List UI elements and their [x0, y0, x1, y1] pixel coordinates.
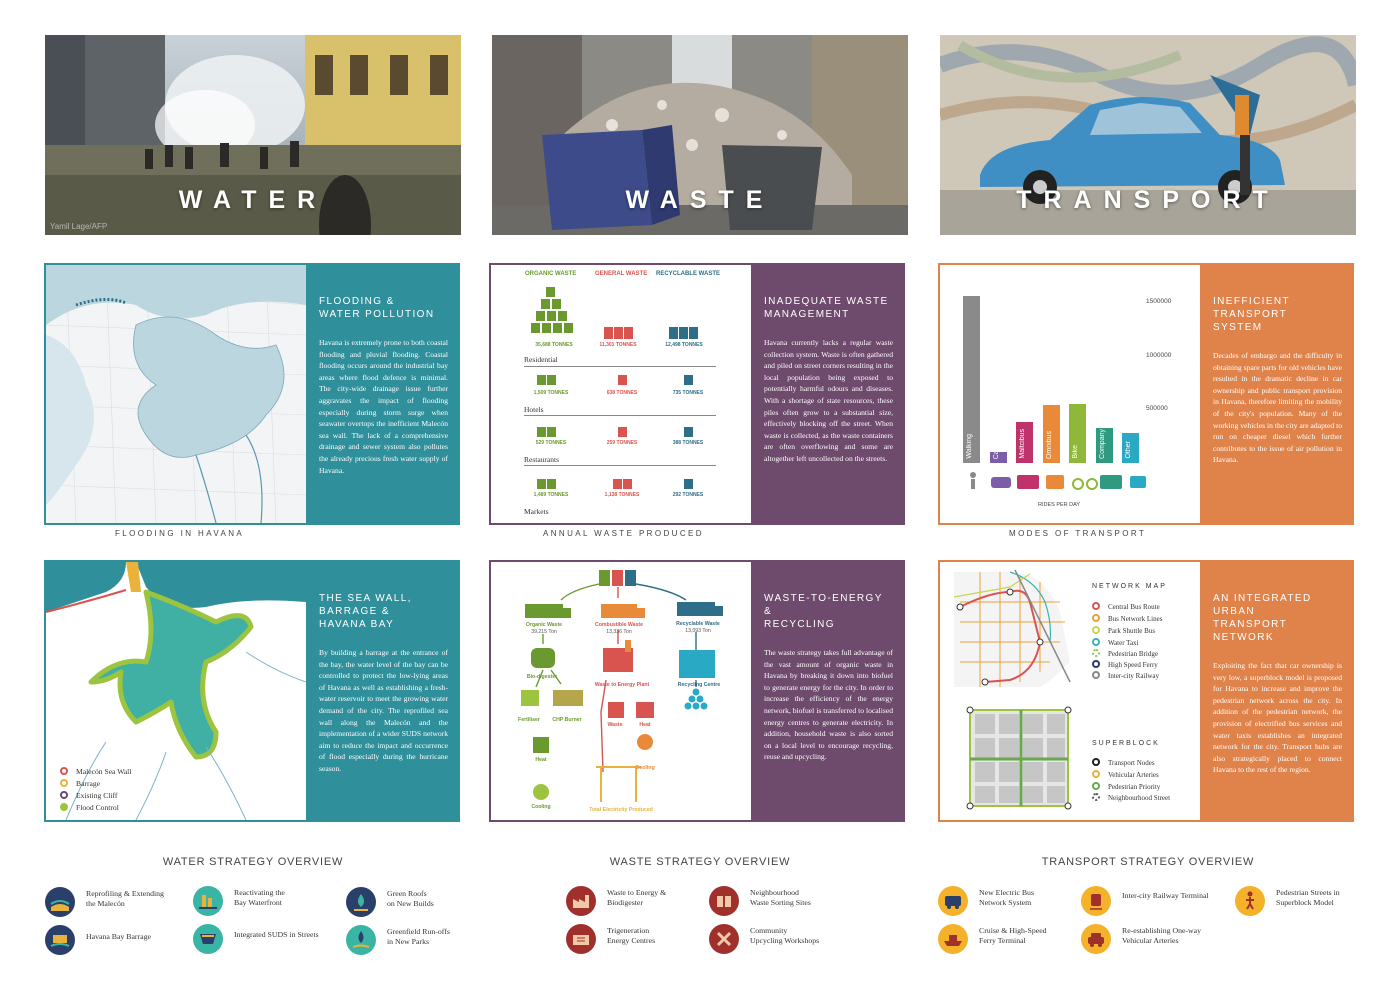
transport-photo: [940, 35, 1356, 235]
bar-bike: [1069, 404, 1086, 463]
bar-label: Other: [1125, 441, 1132, 459]
x-axis-label: RIDES PER DAY: [1038, 502, 1081, 508]
ferry-icon: [938, 924, 968, 954]
seawall-heading: THE SEA WALL, BARRAGE & HAVANA BAY: [319, 593, 412, 630]
legend-item: Pedestrian Bridge: [1092, 649, 1158, 658]
photo-credit: Yamil Lage/AFP: [50, 222, 108, 231]
bar-label: Car: [992, 447, 1000, 459]
energy-label: Organic Waste: [525, 622, 563, 628]
energy-label: Combustible Waste: [595, 622, 643, 628]
bar-label: Bike: [1072, 445, 1079, 459]
waste-value: 292 TONNES: [672, 492, 704, 498]
green-roof-icon: [346, 887, 376, 917]
water-photo-title: WATER: [178, 186, 328, 214]
energy-body: The waste strategy takes full advantage of the vast amount of organic waste in Havana by breaking it down into biofuel to generate energy for the city. In order to increase the efficiency of the energy network, biofuel is transferred to localised energy centres to generate electricity. In addition, household waste is also sorted on a local level to encourage recycling, reuse and upcycling.: [764, 648, 893, 762]
waste-overview-title: WASTE STRATEGY OVERVIEW: [609, 856, 791, 868]
legend-swatch: [1092, 602, 1100, 610]
bar-label: Maltcibus: [1019, 429, 1026, 459]
energy-label: Recycling Centre: [677, 682, 721, 688]
legend-swatch: [60, 767, 68, 775]
legend-item: Park Shuttle Bus: [1092, 626, 1155, 635]
water-overview-title: WATER STRATEGY OVERVIEW: [162, 856, 344, 868]
superblock-title: SUPERBLOCK: [1092, 740, 1160, 747]
overview-label: Inter-city Railway Terminal: [1122, 891, 1209, 900]
overview-label: Trigeneration Energy Centres: [607, 926, 656, 945]
bar-walking: [963, 296, 980, 463]
seawall-icon: [45, 887, 75, 917]
flooding-body: Havana is extremely prone to both coastal flooding and pluvial flooding. Coastal flooding occurs around the industrial bay areas where flood defence is minimal. The city-wide drainage issue further aggravates the impact of flooding especially during storm surge when seawater overtops the inefficient Malecón sea wall. The lack of a comprehensive drainage and sewer system also pollutes the already precious fresh water supply of Havana.: [319, 338, 448, 475]
legend-item: Pedestrian Priority: [1092, 782, 1160, 791]
bins-icon: [709, 886, 739, 916]
transport-overview-title: TRANSPORT STRATEGY OVERVIEW: [1041, 856, 1255, 868]
overview-label: Re-establishing One-way Vehicular Arteries: [1122, 926, 1202, 945]
bar-car: [990, 447, 1007, 463]
waste-infographic: [491, 265, 751, 523]
waste-row-label: Markets: [524, 507, 549, 516]
legend-item: Existing Cliff: [60, 791, 117, 800]
waste-body: Havana currently lacks a regular waste collection system. Waste is often gathered and piled on street corners resulting in the local population being exposed to potentially harmful odours and diseases. With a shortage of state resources, these piles often grow to a substantial size, effectively blocking off the street. When waste is collected, as the waste containers are often overflowing and some are altogether left uncollected on the streets.: [764, 338, 893, 463]
seawall-body: By building a barrage at the entrance of the bay, the water level of the bay can be controlled to protect the low-lying areas of Havana as well as establishing a fresh-water reservoir to meet the growing water demand of the city. The reprofiled sea wall along the Malecón and the implementation of a wider SUDS network aim to reduce the impact and occurrence of flood especially during the hurricane season.: [319, 648, 448, 773]
flooding-map: [46, 265, 306, 523]
energy-diagram: [491, 562, 751, 820]
network-maps: [940, 562, 1200, 820]
overview-label: Cruise & High-Speed Ferry Terminal: [979, 926, 1047, 945]
legend-swatch: [1092, 649, 1100, 657]
energy-label: 13,093 Ton: [685, 628, 711, 634]
legend-item: Bus Network Lines: [1092, 614, 1162, 623]
energy-label: Fertiliser: [518, 717, 540, 723]
transport-body: Decades of embargo and the difficulty in obtaining spare parts for old vehicles have resulted in the dramatic decline in car ownership and public transport provision in Havana, therefore limiting the mobility of the city's population. Many of the working vehicles in the city are adapted to run on cheaper diesel which further contributes to the issue of air pollution in Havana.: [1213, 351, 1342, 465]
waste-value: 12,498 TONNES: [665, 342, 703, 348]
legend-swatch: [1092, 793, 1100, 801]
overview-label: Greenfield Run-offs in New Parks: [387, 927, 450, 946]
waste-value: 1,509 TONNES: [533, 390, 569, 396]
energy-label: Recyclable Waste: [676, 621, 720, 627]
energy-label: Waste: [607, 722, 623, 728]
legend-swatch: [1092, 671, 1100, 679]
y-tick-label: 500000: [1146, 405, 1168, 412]
overview-label: Neighbourhood Waste Sorting Sites: [750, 888, 811, 907]
flooding-panel: [44, 263, 460, 525]
energy-label: Total Electricity Produced: [589, 807, 653, 813]
waste-photo-title: WASTE: [625, 186, 775, 214]
legend-item: Transport Nodes: [1092, 758, 1155, 767]
overview-label: New Electric Bus Network System: [979, 888, 1034, 907]
waste-value: 259 TONNES: [606, 440, 638, 446]
waterfront-icon: [193, 886, 223, 916]
legend-swatch: [1092, 758, 1100, 766]
waste-row-label: Restaurants: [524, 455, 559, 464]
legend-item: Inter-city Railway: [1092, 671, 1159, 680]
bar-label: Omnibus: [1045, 430, 1053, 459]
energy-panel: [489, 560, 905, 822]
legend-recyclable: RECYCLABLE WASTE: [656, 271, 721, 277]
bar-other: [1122, 433, 1139, 463]
transport-caption: MODES OF TRANSPORT: [1009, 529, 1147, 538]
legend-swatch: [1092, 614, 1100, 622]
legend-swatch: [1092, 770, 1100, 778]
car-icon: [1081, 924, 1111, 954]
waste-panel: [489, 263, 905, 525]
bar-omnibus: [1043, 405, 1060, 463]
network-map-title: NETWORK MAP: [1092, 583, 1167, 590]
flooding-heading: FLOODING & WATER POLLUTION: [319, 296, 435, 320]
overview-label: Waste to Energy & Biodigester: [607, 888, 667, 907]
legend-item: Malecón Sea Wall: [60, 767, 131, 776]
energy-label: Cooling: [531, 804, 551, 810]
tools-icon: [709, 924, 739, 954]
energy-label: Heat: [535, 757, 547, 763]
divider: [524, 415, 716, 416]
energy-label: 13,336 Ton: [606, 629, 632, 635]
flooding-caption: FLOODING IN HAVANA: [115, 529, 245, 538]
legend-item: Neighbourhood Street: [1092, 793, 1170, 802]
waste-value: 1,489 TONNES: [533, 492, 569, 498]
pedestrian-icon: [1235, 886, 1265, 916]
waste-value: 529 TONNES: [535, 440, 567, 446]
waste-heading: INADEQUATE WASTE MANAGEMENT: [764, 296, 889, 320]
energy-heading: WASTE-TO-ENERGY & RECYCLING: [764, 593, 883, 630]
barrage-icon: [45, 925, 75, 955]
run-off-icon: [346, 925, 376, 955]
network-panel: [938, 560, 1354, 822]
bar-label: Walking: [966, 434, 973, 459]
waste-value: 638 TONNES: [606, 390, 638, 396]
divider: [524, 465, 716, 466]
overview-label: Green Roofs on New Builds: [387, 889, 434, 908]
overview-label: Reactivating the Bay Waterfront: [234, 888, 285, 907]
factory-icon: [566, 886, 596, 916]
waste-value: 388 TONNES: [672, 440, 704, 446]
legend-item: High Speed Ferry: [1092, 660, 1158, 669]
seawall-panel: [44, 560, 460, 822]
energy-label: Waste to Energy Plant: [594, 682, 650, 688]
y-tick-label: 1000000: [1146, 352, 1172, 359]
legend-swatch: [1092, 626, 1100, 634]
transport-chart: [940, 265, 1200, 523]
overview-label: Community Upcycling Workshops: [750, 926, 820, 945]
bay-map: [46, 562, 306, 820]
bar-label: Company Bus: [1098, 415, 1106, 459]
legend-swatch: [1092, 782, 1100, 790]
legend-swatch: [60, 791, 68, 799]
legend-swatch: [1092, 638, 1100, 646]
bus-icon: [938, 886, 968, 916]
legend-item: Central Bus Route: [1092, 602, 1160, 611]
waste-value: 1,138 TONNES: [604, 492, 640, 498]
waste-row-label: Hotels: [524, 405, 544, 414]
transport-panel: [938, 263, 1354, 525]
legend-item: Vehicular Arteries: [1092, 770, 1159, 779]
waste-row-label: Residential: [524, 355, 558, 364]
transport-photo-title: TRANSPORT: [1016, 186, 1280, 214]
bar-company-bus: [1096, 415, 1113, 463]
divider: [524, 366, 716, 367]
legend-item: Barrage: [60, 779, 100, 788]
overview-label: Pedestrian Streets in Superblock Model: [1276, 888, 1340, 907]
network-heading: AN INTEGRATED URBAN TRANSPORT NETWORK: [1213, 593, 1312, 643]
overview-label: Reprofiling & Extending the Malecón: [86, 889, 164, 908]
waste-value: 35,688 TONNES: [535, 342, 573, 348]
energy-centre-icon: [566, 924, 596, 954]
energy-label: Heat: [639, 722, 651, 728]
legend-item: Water Taxi: [1092, 638, 1139, 647]
legend-item: Flood Control: [60, 803, 119, 812]
suds-icon: [193, 924, 223, 954]
water-photo: [45, 35, 461, 235]
energy-label: 39,215 Ton: [531, 629, 557, 635]
transport-mode-icons: [940, 470, 1200, 500]
legend-swatch: [1092, 660, 1100, 668]
transport-heading: INEFFICIENT TRANSPORT SYSTEM: [1213, 296, 1290, 333]
waste-value: 735 TONNES: [672, 390, 704, 396]
train-icon: [1081, 886, 1111, 916]
network-body: Exploiting the fact that car ownership is very low, a superblock model is proposed for Havana to increase and improve the pedestrian network across the city. In addition of the pedestrian network, the provision of electrified bus services and water taxis establishes an integrated network for the city. Transport hubs are also strategically placed to connect Havana to the rest of the region.: [1213, 661, 1342, 775]
waste-photo: [492, 35, 908, 235]
legend-swatch: [60, 803, 68, 811]
legend-swatch: [60, 779, 68, 787]
waste-caption: ANNUAL WASTE PRODUCED: [543, 529, 704, 538]
legend-organic: ORGANIC WASTE: [525, 271, 577, 277]
overview-label: Integrated SUDS in Streets: [234, 930, 319, 939]
energy-label: Bio-digester: [526, 674, 558, 680]
bar-maltcibus: [1016, 422, 1033, 463]
waste-value: 11,301 TONNES: [599, 342, 637, 348]
overview-label: Havana Bay Barrage: [86, 932, 151, 941]
legend-general: GENERAL WASTE: [595, 271, 648, 277]
energy-label: Cooling: [635, 765, 655, 771]
energy-label: CHP Burner: [552, 717, 582, 723]
y-tick-label: 1500000: [1146, 298, 1172, 305]
